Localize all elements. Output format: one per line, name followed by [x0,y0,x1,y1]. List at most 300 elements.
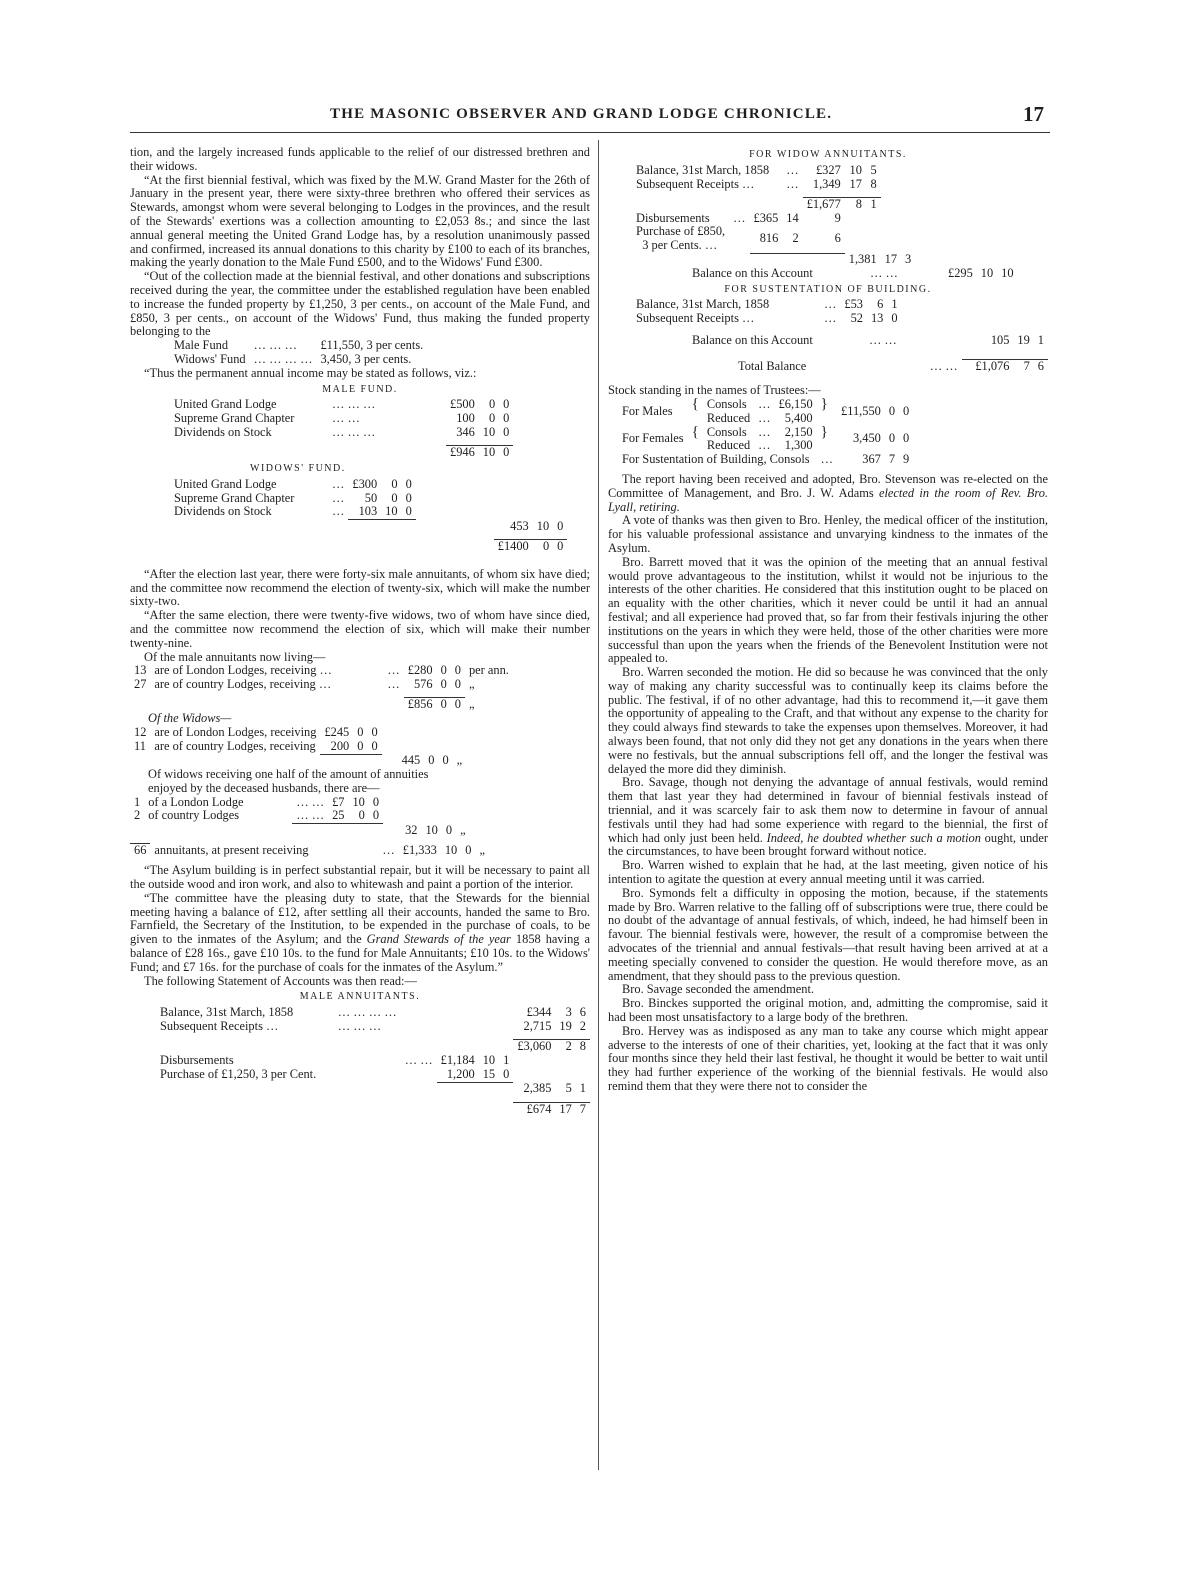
cell: 5 [565,1081,572,1096]
cell: 367 [862,452,881,467]
cell: £245 [324,725,350,740]
cell: … … [868,333,897,348]
cell: 445 [401,753,421,768]
cell: annuitants, at present receiving [154,842,309,857]
paragraph: “The Asylum building is in perfect substantial repair, but it will be necessary to paint all the outside wood and iron work, and also to whitewash and paint a portion of the interior. [130,863,590,892]
table-row [688,334,1048,348]
cell: 17 [849,176,862,191]
cell: … … … … [253,351,313,366]
cell: 8 [576,1040,590,1054]
table-row [170,398,513,412]
table-row [156,1040,590,1054]
cell: 10 [352,794,365,809]
paragraph: Of widows receiving one half of the amount of annuities enjoyed by the deceased husbands, there are— [148,766,429,795]
text: Grand Stewards of the year [366,932,511,947]
cell: 9 [834,210,841,225]
cell: are of country Lodges, receiving [154,738,316,753]
cell: 1 [866,197,881,211]
text: 3 per Cents. [642,238,702,253]
cell: £3,060 [513,1040,555,1054]
cell: 5 [870,162,877,177]
paragraph: Bro. Savage seconded the amendment. [622,982,814,997]
cell: 1 [1037,333,1044,348]
cell: 200 [330,738,350,753]
table-row [156,1006,590,1020]
cell: 2 [134,808,141,823]
cell: Male Fund [174,338,229,353]
cell: 50 [364,490,378,505]
cell: £500 [450,397,475,412]
cell: Subsequent Receipts … [636,311,755,326]
paragraph: “At the first biennial festival, which was fixed by the M.W. Grand Master for the 26th of January in the present year, there were sixty-three brethren who offered their services as Stewards, amongst whom were several belonging to Lodges in the provinces, and the result of the Stewards' exertions was a collection amounting to £2,053 8s.; and since the last annual general meeting the United Grand Lodge has, by a resolution unanimously passed and confirmed, increased its annual donations to this charity by £100 to each of its branches, making the yearly donation to the Male Fund £500, and to the Widows' Fund £300. [130,172,590,270]
building-account [632,298,902,326]
table-row [156,1102,590,1116]
section-heading: MALE FUND. [322,383,398,395]
cell: Dividends on Stock [174,504,272,519]
cell: 0 [903,431,910,446]
table-row [170,353,427,367]
cell: … [387,677,400,692]
stock-table [618,395,913,467]
cell: 0 [454,663,461,678]
cell: 17 [555,1102,575,1116]
cell: 0 [440,663,447,678]
cell: 6 [1034,360,1048,374]
table-row [130,740,466,754]
cell: £1,677 [803,197,845,211]
cell: 27 [134,677,147,692]
section-heading: FOR SUSTENTATION OF BUILDING. [724,283,932,295]
cell: 13 [134,663,147,678]
cell: 0 [445,822,453,837]
paragraph [130,892,590,975]
cell: are of country Lodges, receiving … [154,677,332,692]
cell: 103 [358,504,378,519]
cell: 2 [579,1019,586,1034]
cell: 0 [371,738,378,753]
table-row [632,312,902,326]
cell: … … [296,808,325,823]
cell: 11 [134,738,146,753]
widow-balance-row [688,267,1018,281]
cell: Consols [706,424,747,439]
cell [632,225,729,253]
text: Indeed, he doubted whether such a motion [766,830,981,845]
cell: … [758,396,771,411]
cell: … [820,452,834,467]
paragraph: Of the male annuitants now living— [144,649,326,664]
paragraph: Bro. Warren wished to explain that he had, at the last meeting, given notice of his intention to agitate the question at every annual meeting until it was carried. [608,858,1048,887]
table-row [632,197,923,211]
cell: 2,150 [784,424,813,439]
table-row [632,253,923,267]
table-row [130,844,489,858]
cell: … … … … [337,1005,397,1020]
cell: 3 [905,252,912,267]
cell: 25 [332,808,345,823]
cell: Consols [706,396,747,411]
cell: £280 [407,663,433,678]
cell: 8 [845,197,866,211]
paragraph: “After the election last year, there were forty-six male annuitants, of whom six have died; and the committee now recommend the election of twenty-six, which will make the number sixty-two. [130,566,590,609]
cell: … [758,410,771,425]
paragraph: Bro. Warren seconded the motion. He did so because he was convinced that the only way of making any charity successful was to continually keep its claims before the public. The festival, if of no other advantage, had this to recommend it,—it gave them the opportunity of appealing to the Craft, and that without any expense to the charity for they could always find stewards to take the expenses upon themselves. Moreover, it had always been found, that not only did they not get any donations in the years when there were no festivals, but the annual subscriptions fell off, and the longer the festival was delayed the more did they diminish. [608,665,1048,776]
cell: 19 [559,1019,572,1034]
cell: … … [929,358,958,373]
half-annuities-table [130,796,470,838]
cell: 7 [1013,360,1033,374]
table-row [170,339,427,353]
table-row [688,360,1048,374]
widows-annuitants-table [130,726,466,768]
cell: Reduced [706,438,751,453]
cell: 0 [451,698,465,712]
cell: For Sustentation of Building, Consols [622,452,810,467]
cell: £1,076 [962,360,1014,374]
cell: 576 [413,677,433,692]
table-row [170,540,567,554]
table-row: For Males { Consols … £6,150 } £11,550 0 0 [618,398,913,412]
cell: 0 [891,311,898,326]
cell: … [758,438,771,453]
table-row [170,446,513,460]
text: Purchase of £850, [636,224,726,239]
text: “The committee have the pleasing duty to state, that the Stewards for the biennial meeting having a balance of £12, after settling all their accounts, handed the same to Bro. Farnfield, the Secretary of the Institution, to be expended in the purchase of coals, to be given to the inmates of the Asylum; and the [130,890,590,947]
cell: 10 [482,1053,496,1068]
cell: are of London Lodges, receiving [154,725,317,740]
paragraph: Bro. Binckes supported the original motion, and, admitting the compromise, said it had been most unsatisfactory to a large body of the brethren. [608,996,1048,1025]
cell: 0 [372,808,380,823]
cell: Balance on this Account [692,333,813,348]
cell: … … [404,1053,433,1068]
cell: … [733,210,746,225]
cell: 5,400 [784,410,813,425]
cell: 2,385 [523,1081,552,1096]
cell: … … [332,411,360,426]
cell: 0 [357,725,364,740]
cell: … … [870,265,898,280]
cell: 3 [565,1005,572,1020]
cell: 1 [579,1081,586,1096]
cell: 0 [503,424,510,439]
table-row [632,225,923,253]
text: Bro. Savage, though not denying the advantage of annual festivals, would remind them that last year they had determined in favour of biennial festivals instead of triennial, and it was scarcely fair to ask them now to determine in favour of annual festivals until they had had some experience with regard to the biennial, the first of which had only just been held. [608,775,1048,845]
cell: 0 [391,476,398,491]
cell: 10 [980,265,994,280]
text: 1858 having a balance of £28 16s., gave £10 10s. to the fund for Male Annuitants; £10 10s. to the Widows' Fund; and £7 16s. for the purchase of coals for the inmates of the Asylum.” [130,932,590,974]
cell: … [382,842,395,857]
cell: Balance, 31st March, 1858 [160,1005,294,1020]
paragraph: “Out of the collection made at the biennial festival, and other donations and subscriptions received during the year, the committee under the established regulation have been enabled to increase the funded property by £1,250, 3 per cents., on account of the Male Fund, and £850, 3 per cents., on account of the Widows' Fund, thus making the funded property belonging to the [130,269,590,339]
section-heading: FOR WIDOW ANNUITANTS. [749,149,907,160]
cell: 0 [405,504,412,519]
cell: Disbursements [160,1053,234,1068]
cell: … [758,424,771,439]
cell: 14 [786,210,799,225]
cell: 15 [482,1066,496,1081]
cell: … … [296,794,325,809]
cell: 0 [405,476,412,491]
paragraph: Of the Widows— [148,711,232,726]
cell: 10 [1001,265,1014,280]
table-row [632,164,923,178]
table-row [170,412,513,426]
cell: … … … [337,1019,382,1034]
cell: 1,200 [446,1066,475,1081]
cell: 10 [444,842,458,857]
text: The report having been received and adopted, Bro. Stevenson was re-elected on the Committee of Management, and Bro. J. W. Adams [608,471,1048,500]
cell: per ann. [468,663,509,678]
cell: Purchase of £1,250, 3 per Cent. [160,1066,317,1081]
paragraph: “Thus the permanent annual income may be stated as follows, viz.: [144,365,477,380]
cell: Supreme Grand Chapter [174,490,295,505]
cell: 66 [130,844,150,858]
cell: £7 [332,794,345,809]
section-heading: MALE ANNUITANTS. [299,991,421,1003]
cell: 100 [456,411,475,426]
cell: £856 [404,698,437,712]
cell: 2 [555,1040,575,1054]
cell: 6 [877,297,884,312]
cell: £1,333 [402,842,437,857]
cell: 105 [990,333,1010,348]
cell: … [387,663,400,678]
cell: 0 [442,753,449,768]
table-row [130,824,470,838]
cell: 0 [357,738,364,753]
cell: Total Balance [738,358,807,373]
cell: … [332,490,345,505]
male-fund-table [170,398,513,460]
cell: 0 [405,490,412,505]
cell: United Grand Lodge [174,476,277,491]
cell: „ [468,677,475,692]
cell: 0 [888,403,896,418]
cell: 10 [425,822,438,837]
cell: £53 [844,297,863,312]
table-row [130,726,466,740]
table-row [618,453,913,467]
column-divider [598,140,599,1470]
cell: … [824,311,837,326]
cell: For Females [622,431,684,446]
cell: 13 [870,311,884,326]
cell: £365 [753,210,779,225]
cell: 0 [358,808,365,823]
cell: Widows' Fund [174,351,246,366]
table-row [632,212,923,226]
cell: 0 [391,490,398,505]
cell: „ [456,753,463,768]
cell: „ [460,822,466,837]
cell: 10 [479,446,499,460]
cell: 0 [454,677,461,692]
table-row [130,754,466,768]
table-row [156,1068,590,1082]
paragraph: Bro. Hervey was as indisposed as any man to take any course which might appear adverse to the interests of one of their charities, yet, looking at the fact that it was only four months since they held their last festival, he thought it would be better to wait until they had further experience of the working of the biennial festivals. He would also remind them that they were there not to consider the [608,1023,1048,1093]
cell: 8 [870,176,877,191]
paragraph: A vote of thanks was then given to Bro. Henley, the medical officer of the institution, for his valuable professional assistance and unvarying kindness to the inmates of the Asylum. [608,513,1048,555]
cell: 1,300 [784,438,813,453]
cell: £1,184 [440,1053,475,1068]
cell: 0 [533,540,553,554]
cell: Supreme Grand Chapter [174,411,295,426]
cell: £295 [948,265,973,280]
right-column [608,146,1048,1094]
cell: … … … [253,338,297,353]
cell: Dividends on Stock [174,424,272,439]
cell: … [824,297,837,312]
cell: Balance on this Account [692,265,813,280]
table-row [156,1082,590,1096]
paragraph: tion, and the largely increased funds applicable to the relief of our distressed brethren and their widows. [130,145,590,173]
cell: 6 [834,231,841,246]
cell: 0 [428,753,435,768]
building-balance-row [688,334,1048,374]
cell: £11,550 [841,403,881,418]
cell: 1 [503,1053,510,1068]
cell: £674 [513,1102,555,1116]
cell: 3,450 [852,431,881,446]
table-row [130,809,470,823]
table-row [688,267,1018,281]
cell: 0 [499,446,513,460]
section-heading: WIDOWS' FUND. [250,463,346,475]
cell: Reduced [706,410,751,425]
cell: 12 [134,725,147,740]
text: … [704,238,718,253]
cell: are of London Lodges, receiving … [154,663,332,678]
cell: „ [479,842,485,857]
cell: £6,150 [778,396,813,411]
cell: 10 [482,424,496,439]
paragraph: The following Statement of Accounts was then read:— [144,973,417,988]
table-row [170,478,567,492]
cell: … [786,176,799,191]
cell: 10 [849,162,862,177]
table-row [170,520,567,534]
table-row [130,698,513,712]
cell: 0 [557,518,564,533]
cell: 0 [503,411,510,426]
cell: 17 [884,252,898,267]
running-title: THE MASONIC OBSERVER AND GRAND LODGE CHRONICLE. [330,106,833,122]
table-row: For Females { Consols … 2,150 } 3,450 0 0 [618,426,913,440]
cell: 1 [891,297,898,312]
cell: 0 [503,397,510,412]
cell: 32 [405,822,418,837]
cell: of country Lodges [148,808,240,823]
table-row [170,505,567,519]
paragraph: Stock standing in the names of Trustees:— [608,383,821,398]
cell: £344 [526,1005,552,1020]
annuitants-table [130,664,513,712]
cell: Balance, 31st March, 1858 [636,297,770,312]
cell: 7 [888,452,896,467]
table-row [156,1054,590,1068]
cell: Disbursements [636,210,710,225]
paragraph [608,473,1048,514]
cell: 0 [371,725,378,740]
funded-property-table [170,339,427,367]
cell: 0 [488,411,496,426]
cell: 52 [850,311,863,326]
cell: £946 [446,446,479,460]
cell: … … … [332,424,376,439]
cell: 453 [510,518,529,533]
left-column [130,146,590,1116]
table-row [170,492,567,506]
cell: £1400 [494,540,533,554]
cell: … [786,162,799,177]
page-header [130,102,1050,133]
cell: Subsequent Receipts … [636,176,755,191]
paragraph: “After the same election, there were twenty-five widows, two of whom have since died, and the committee now recommend the election of six, which will make their number twenty-nine. [130,608,590,650]
table-row [632,178,923,192]
cell: 0 [488,397,496,412]
cell: 0 [437,698,451,712]
cell: 19 [1017,333,1030,348]
paragraph [608,776,1048,859]
cell: 2 [792,231,799,246]
cell: 1 [134,794,141,809]
cell: For Males [622,403,673,418]
cell: United Grand Lodge [174,397,277,412]
cell: of a London Lodge [148,794,244,809]
cell: 9 [903,452,910,467]
total-annuitants-table [130,843,489,858]
cell: Subsequent Receipts … [160,1019,279,1034]
paragraph: Bro. Symonds felt a difficulty in opposing the motion, because, if the statements made by Bro. Warren relative to the falling off of subscriptions were true, there could be no doubt of the advantage of annual festivals, of which, indeed, he had himself been in favour. The biennial festivals were, however, the result of a compromise between the advocates of the triennial and annual festivals—that result having been arrived at at a meeting specially convened to consider the question. He would therefore move, as an amendment, that they should pass to the previous question. [608,885,1048,983]
table-row [156,1020,590,1034]
cell: 1,381 [848,252,877,267]
cell: £300 [352,476,378,491]
cell: 0 [888,431,896,446]
cell: £327 [815,162,841,177]
cell: 0 [372,794,380,809]
table-row [130,664,513,678]
cell: … [332,504,345,519]
male-annuitants-account [156,1006,590,1116]
cell: 7 [576,1102,590,1116]
table-row [632,298,902,312]
cell: 0 [503,1066,510,1081]
cell: 0 [440,677,447,692]
paragraph: Bro. Barrett moved that it was the opinion of the meeting that an annual festival would prove advantageous to the institution, whilst it would not be injurious to the interests of the other charities. He considered that this institution ought to be placed on an equality with the other charities, which it never could be until it had an annual festival; and all experience had proved that, so far from their festivals injuring the other institutions on the years in which they were held, those of the other charities were more successful than upon the years when the friends of the Benevolent Institution were not appealed to. [608,554,1048,666]
text: elected in the room of Rev. Bro. Lyall, retiring. [608,485,1048,514]
cell: … … … [332,397,376,412]
cell: £11,550, 3 per cents. [320,338,424,353]
page-number: 17 [1023,102,1044,126]
cell: Balance, 31st March, 1858 [636,162,770,177]
table-row [130,678,513,692]
text: ought, under the circumstances, to have been brought forward without notice. [608,830,1048,859]
cell: … [332,476,345,491]
cell: 816 [759,231,779,246]
cell: 0 [553,540,567,554]
widow-annuitants-account [632,164,923,267]
cell: 0 [465,842,472,857]
table-row [130,796,470,810]
cell: 10 [536,518,550,533]
widows-fund-table [170,478,567,554]
cell: 346 [456,424,475,439]
cell: 6 [579,1005,586,1020]
cell: 0 [903,403,910,418]
cell: 1,349 [812,176,841,191]
cell: 10 [385,504,398,519]
cell: „ [468,696,475,711]
